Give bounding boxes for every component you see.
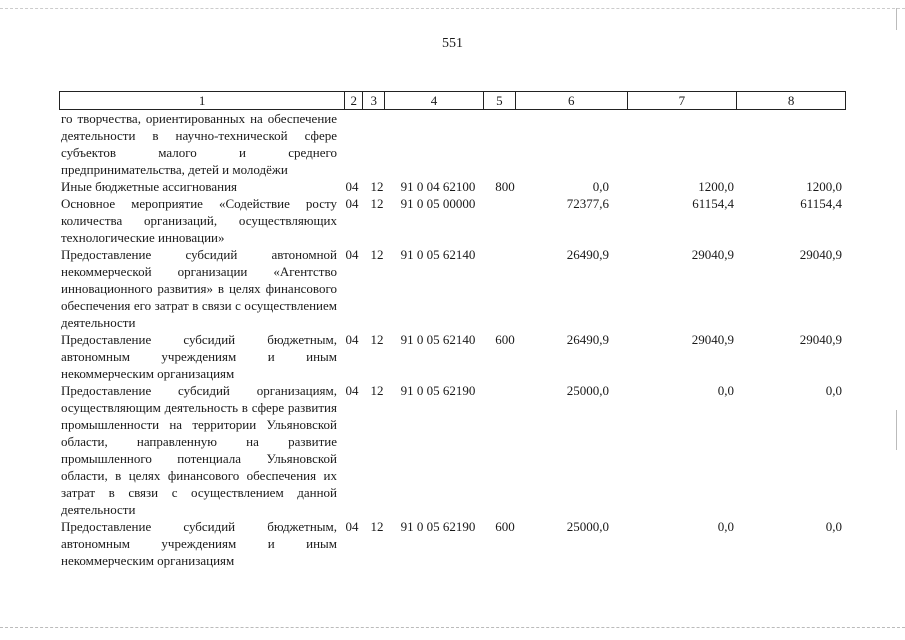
row-year1: 26490,9 <box>566 332 609 347</box>
row-cs: 91 0 05 62140 <box>400 332 476 347</box>
row-year3: 29040,9 <box>799 332 842 347</box>
header-cell: 4 <box>384 92 483 109</box>
table-row <box>61 110 851 178</box>
row-pr: 12 <box>370 332 384 347</box>
row-rz: 04 <box>345 383 359 398</box>
row-name: го творчества, ориентированных на обеспечение деятельности в научно-технической сфере субъектов малого и среднего предпринимательства, детей и молодёжи <box>61 111 337 177</box>
row-pr <box>367 110 387 178</box>
row-year2: 29040,9 <box>691 247 734 262</box>
header-cell: 7 <box>627 92 737 109</box>
header-cell: 1 <box>198 93 206 108</box>
row-year3 <box>734 110 842 178</box>
row-year1: 25000,0 <box>566 383 609 398</box>
header-cell: 3 <box>362 92 384 109</box>
table-row <box>61 382 851 518</box>
row-vr <box>489 195 521 246</box>
row-rz: 04 <box>345 519 359 534</box>
row-name: Иные бюджетные ассигнования <box>61 179 238 194</box>
row-year1: 25000,0 <box>566 519 609 534</box>
row-year3: 29040,9 <box>799 247 842 262</box>
table-row <box>61 246 851 331</box>
table-header-row <box>59 91 846 110</box>
row-year1 <box>521 110 609 178</box>
table-row <box>61 331 851 382</box>
table-row <box>61 195 851 246</box>
row-vr: 600 <box>495 519 515 534</box>
row-vr: 800 <box>495 179 515 194</box>
row-vr <box>489 246 521 331</box>
header-cell: 2 <box>344 92 362 109</box>
row-year3: 1200,0 <box>806 179 842 194</box>
page-number: 551 <box>442 36 463 51</box>
row-year2 <box>609 110 734 178</box>
row-year2: 29040,9 <box>691 332 734 347</box>
row-name: Предоставление субсидий бюджетным, автономным учреждениям и иным некоммерческим организациям <box>61 519 337 568</box>
row-pr: 12 <box>370 196 384 211</box>
row-year1: 72377,6 <box>566 196 609 211</box>
scan-edge-mark <box>896 410 897 450</box>
row-year2: 1200,0 <box>698 179 734 194</box>
row-cs: 91 0 04 62100 <box>400 179 476 194</box>
row-cs: 91 0 05 62190 <box>400 519 476 534</box>
row-name: Основное мероприятие «Содействие росту количества организаций, осуществляющих технологические инновации» <box>61 196 337 245</box>
scan-bottom-edge <box>0 627 905 629</box>
table-row <box>61 518 851 569</box>
row-pr: 12 <box>370 179 384 194</box>
table-row <box>61 178 851 195</box>
row-vr <box>489 382 521 518</box>
row-cs <box>387 110 489 178</box>
row-rz: 04 <box>345 196 359 211</box>
row-year2: 0,0 <box>717 383 734 398</box>
row-year3: 61154,4 <box>800 196 842 211</box>
row-rz: 04 <box>345 247 359 262</box>
row-year2: 0,0 <box>717 519 734 534</box>
row-year2: 61154,4 <box>692 196 734 211</box>
row-year1: 26490,9 <box>566 247 609 262</box>
row-year3: 0,0 <box>825 519 842 534</box>
row-pr: 12 <box>370 519 384 534</box>
row-vr <box>489 110 521 178</box>
row-cs: 91 0 05 62140 <box>400 247 476 262</box>
scan-edge-mark <box>896 8 897 30</box>
row-pr: 12 <box>370 383 384 398</box>
scan-top-edge <box>0 8 905 10</box>
row-rz: 04 <box>345 179 359 194</box>
header-cell: 8 <box>736 92 845 109</box>
row-cs: 91 0 05 00000 <box>400 196 476 211</box>
row-vr: 600 <box>495 332 515 347</box>
header-cell: 6 <box>515 92 627 109</box>
row-year3: 0,0 <box>825 383 842 398</box>
row-name: Предоставление субсидий организациям, осуществляющим деятельность в сфере развития промышленности на территории Ульяновской области, направленную на развитие промышленного потенциала Ульяновской области, в целях финансового обеспечения их затрат в связи с осуществлением данной деятельности <box>61 383 337 517</box>
row-name: Предоставление субсидий бюджетным, автономным учреждениям и иным некоммерческим организациям <box>61 332 337 381</box>
row-cs: 91 0 05 62190 <box>400 383 476 398</box>
row-rz: 04 <box>345 332 359 347</box>
header-cell: 5 <box>483 92 515 109</box>
table-body <box>61 110 851 569</box>
row-year1: 0,0 <box>592 179 609 194</box>
row-rz <box>337 110 367 178</box>
row-pr: 12 <box>370 247 384 262</box>
row-name: Предоставление субсидий автономной некоммерческой организации «Агентство инновационного развития» в целях финансового обеспечения его затрат в связи с осуществлением деятельности <box>61 247 337 330</box>
